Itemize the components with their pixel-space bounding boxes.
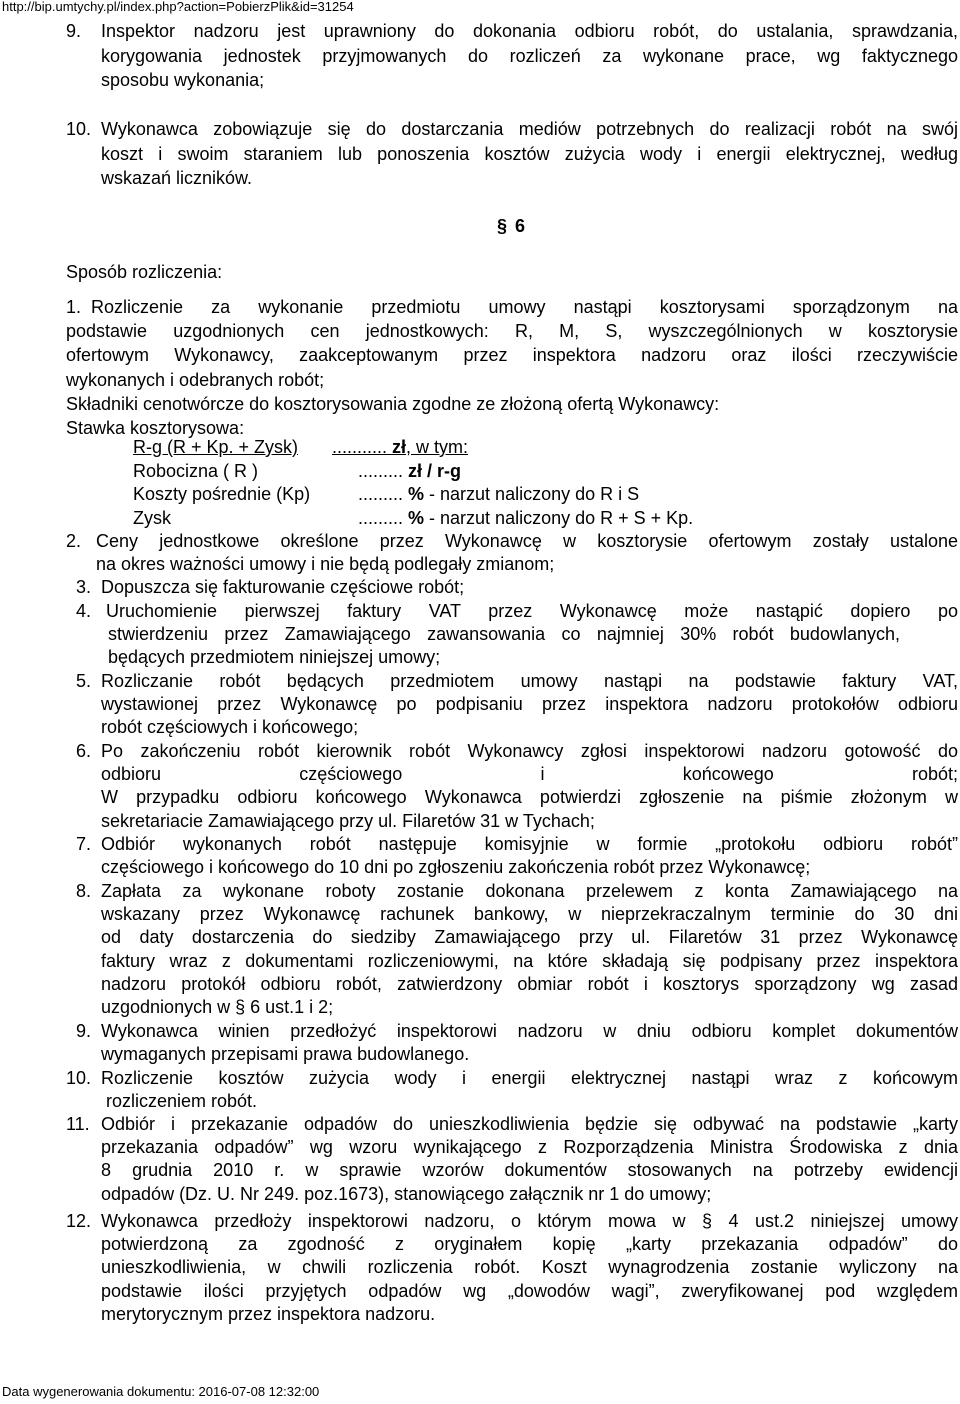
rate-value	[358, 460, 461, 482]
rate-value	[358, 507, 693, 529]
list-item-number: 7.	[76, 834, 92, 854]
rate-note: , w tym:	[406, 437, 469, 457]
rate-value	[358, 483, 639, 505]
rate-blank: .........	[358, 507, 404, 528]
rate-blank: .........	[358, 460, 404, 481]
list-item-number: 3.	[76, 577, 92, 597]
list-item-line: Dopuszcza się fakturowanie częściowe robót;	[101, 577, 465, 597]
list-item-line: Wykonawca winien przedłożyć inspektorowi nadzoru w dniu odbioru komplet dokumentów	[101, 1021, 958, 1041]
list-item-number: 11.	[66, 1114, 90, 1134]
list-item-line: wskazań liczników.	[101, 168, 253, 188]
list-item-line: nadzoru protokół odbioru robót, zatwierdzony obmiar robót i kosztorys sporządzony wg zasad	[101, 973, 958, 994]
list-item-line: wystawionej przez Wykonawcę po podpisaniu przez inspektora nadzoru protokołów odbioru	[101, 694, 958, 715]
list-item-line: Uruchomienie pierwszej faktury VAT przez Wykonawcę może nastąpić dopiero po	[106, 601, 958, 621]
list-item-number: 8.	[76, 881, 92, 901]
list-item-number: 10.	[66, 119, 92, 139]
list-item-number: 6.	[76, 741, 92, 761]
list-item-line: przekazania odpadów” wg wzoru wynikającego z Rozporządzenia Ministra Środowiska z dnia	[101, 1137, 958, 1158]
list-item-number: 5.	[76, 671, 92, 691]
rate-label: Koszty pośrednie (Kp)	[133, 484, 311, 505]
list-item-line: Rozliczanie robót będących przedmiotem umowy nastąpi na podstawie faktury VAT,	[101, 671, 958, 691]
list-item-line: sekretariacie Zamawiającego przy ul. Filaretów 31 w Tychach;	[101, 810, 595, 831]
rate-note: - narzut naliczony do R i S	[424, 484, 640, 505]
rate-unit: zł / r-g	[403, 460, 462, 481]
list-item-line: Rozliczenie za wykonanie przedmiotu umowy nastąpi kosztorysami sporządzonym na	[91, 297, 958, 317]
list-item-line: wskazany przez Wykonawcę rachunek bankowy, w nieprzekraczalnym terminie do 30 dni	[101, 904, 958, 925]
rate-unit: zł	[387, 437, 407, 457]
list-item-number: 12.	[66, 1211, 92, 1231]
list-item-line: Rozliczenie kosztów zużycia wody i energii elektrycznej nastąpi wraz z końcowym	[101, 1068, 958, 1088]
list-item-number: 10.	[66, 1068, 92, 1088]
list-item-line: potwierdzoną za zgodność z oryginałem kopię „karty przekazania odpadów” do	[101, 1234, 958, 1255]
rate-unit: %	[403, 507, 425, 528]
rate-label: Robocizna ( R )	[133, 460, 259, 481]
list-item-line: koszt i swoim staraniem lub ponoszenia kosztów zużycia wody i energii elektrycznej, według	[101, 143, 958, 164]
rate-value	[332, 436, 468, 458]
section-number: 6	[515, 216, 526, 236]
list-item-line: korygowania jednostek przyjmowanych do rozliczeń za wykonane prace, wg faktycznego	[101, 45, 958, 66]
list-item-line: W przypadku odbioru końcowego Wykonawca potwierdzi zgłoszenie na piśmie złożonym w	[101, 787, 958, 808]
list-item-line: podstawie uzgodnionych cen jednostkowych: R, M, S, wyszczególnionych w kosztorysie	[66, 321, 958, 342]
rate-label: Zysk	[133, 507, 171, 528]
list-item-line: Ceny jednostkowe określone przez Wykonawcę w kosztorysie ofertowym zostały ustalone	[96, 531, 958, 551]
list-item-line: Odbiór i przekazanie odpadów do unieszkodliwienia będzie się odbywać na podstawie „karty	[101, 1114, 958, 1134]
list-item-line: będących przedmiotem niniejszej umowy;	[108, 647, 441, 668]
rate-unit: %	[403, 484, 425, 505]
list-item-line: Wykonawca przedłoży inspektorowi nadzoru, o którym mowa w § 4 ust.2 niniejszej umowy	[101, 1211, 958, 1231]
list-item-line: Wykonawca zobowiązuje się do dostarczania mediów potrzebnych do realizacji robót na swój	[101, 119, 958, 139]
list-item-line: robót częściowych i końcowego;	[101, 717, 359, 738]
list-item-line: Odbiór wykonanych robót następuje komisyjnie w formie „protokołu odbioru robót”	[101, 834, 958, 854]
list-item-line: Zapłata za wykonane roboty zostanie dokonana przelewem z konta Zamawiającego na	[101, 881, 958, 901]
list-item-line: od daty dostarczenia do siedziby Zamawiającego przy ul. Filaretów 31 przez Wykonawcę	[101, 927, 958, 948]
list-item-number: 4.	[76, 601, 92, 621]
rate-label: R-g (R + Kp. + Zysk)	[133, 437, 299, 457]
list-item-line: merytorycznym przez inspektora nadzoru.	[101, 1303, 436, 1324]
list-item-line: Po zakończeniu robót kierownik robót Wykonawcy zgłosi inspektorowi nadzoru gotowość do	[101, 741, 958, 761]
list-item-line: odpadów (Dz. U. Nr 249. poz.1673), stanowiącego załącznik nr 1 do umowy;	[101, 1183, 712, 1204]
list-item-number: 2.	[66, 531, 82, 551]
list-item-line: unieszkodliwienia, w chwili rozliczenia robót. Koszt wynagrodzenia zostanie wyliczony na	[101, 1257, 958, 1278]
list-item-line: Stawka kosztorysowa:	[66, 418, 245, 438]
list-item-line: stwierdzeniu przez Zamawiającego zawansowania co najmniej 30% robót budowlanych,	[108, 624, 900, 645]
list-item-line: Inspektor nadzoru jest uprawniony do dokonania odbioru robót, do ustalania, sprawdzania,	[101, 21, 958, 41]
list-item-number: 9.	[76, 1021, 92, 1041]
rate-blank: ...........	[332, 437, 388, 457]
generation-date: Data wygenerowania dokumentu: 2016-07-08 12:32:00	[2, 1384, 320, 1399]
list-item-line: faktury wraz z dokumentami rozliczeniowymi, na które składają się podpisany przez inspektora	[101, 950, 958, 971]
rate-blank: .........	[358, 484, 404, 505]
list-item-line: odbioru częściowego i końcowego robót;	[101, 764, 958, 785]
list-item-line: Składniki cenotwórcze do kosztorysowania zgodne ze złożoną ofertą Wykonawcy:	[66, 393, 720, 414]
list-item-line: na okres ważności umowy i nie będą podlegały zmianom;	[96, 554, 555, 575]
list-item-line: wykonanych i odebranych robót;	[66, 369, 325, 390]
list-item-line: uzgodnionych w § 6 ust.1 i 2;	[101, 997, 334, 1017]
section-heading	[497, 215, 525, 237]
list-item-line: częściowego i końcowego do 10 dni po zgłoszeniu zakończenia robót przez Wykonawcę;	[101, 857, 811, 878]
list-item-line: wymaganych przepisami prawa budowlanego.	[101, 1044, 470, 1065]
list-item-number: 1.	[66, 297, 82, 317]
list-item-number: 9.	[66, 21, 82, 41]
list-item-line: sposobu wykonania;	[101, 70, 265, 90]
list-item-line: podstawie ilości przyjętych odpadów wg „dowodów wagi”, zweryfikowanej pod względem	[101, 1280, 958, 1301]
page-url: http://bip.umtychy.pl/index.php?action=PobierzPlik&id=31254	[2, 0, 354, 14]
rate-note: - narzut naliczony do R + S + Kp.	[424, 507, 694, 528]
list-item-line: rozliczeniem robót.	[106, 1091, 258, 1112]
list-item-line: 8 grudnia 2010 r. w sprawie wzorów dokumentów stosowanych na potrzeby ewidencji	[101, 1160, 958, 1181]
section-title: Sposób rozliczenia:	[66, 262, 223, 282]
section-symbol: §	[497, 216, 508, 236]
list-item-line: ofertowym Wykonawcy, zaakceptowanym przez inspektora nadzoru oraz ilości rzeczywiście	[66, 345, 958, 366]
